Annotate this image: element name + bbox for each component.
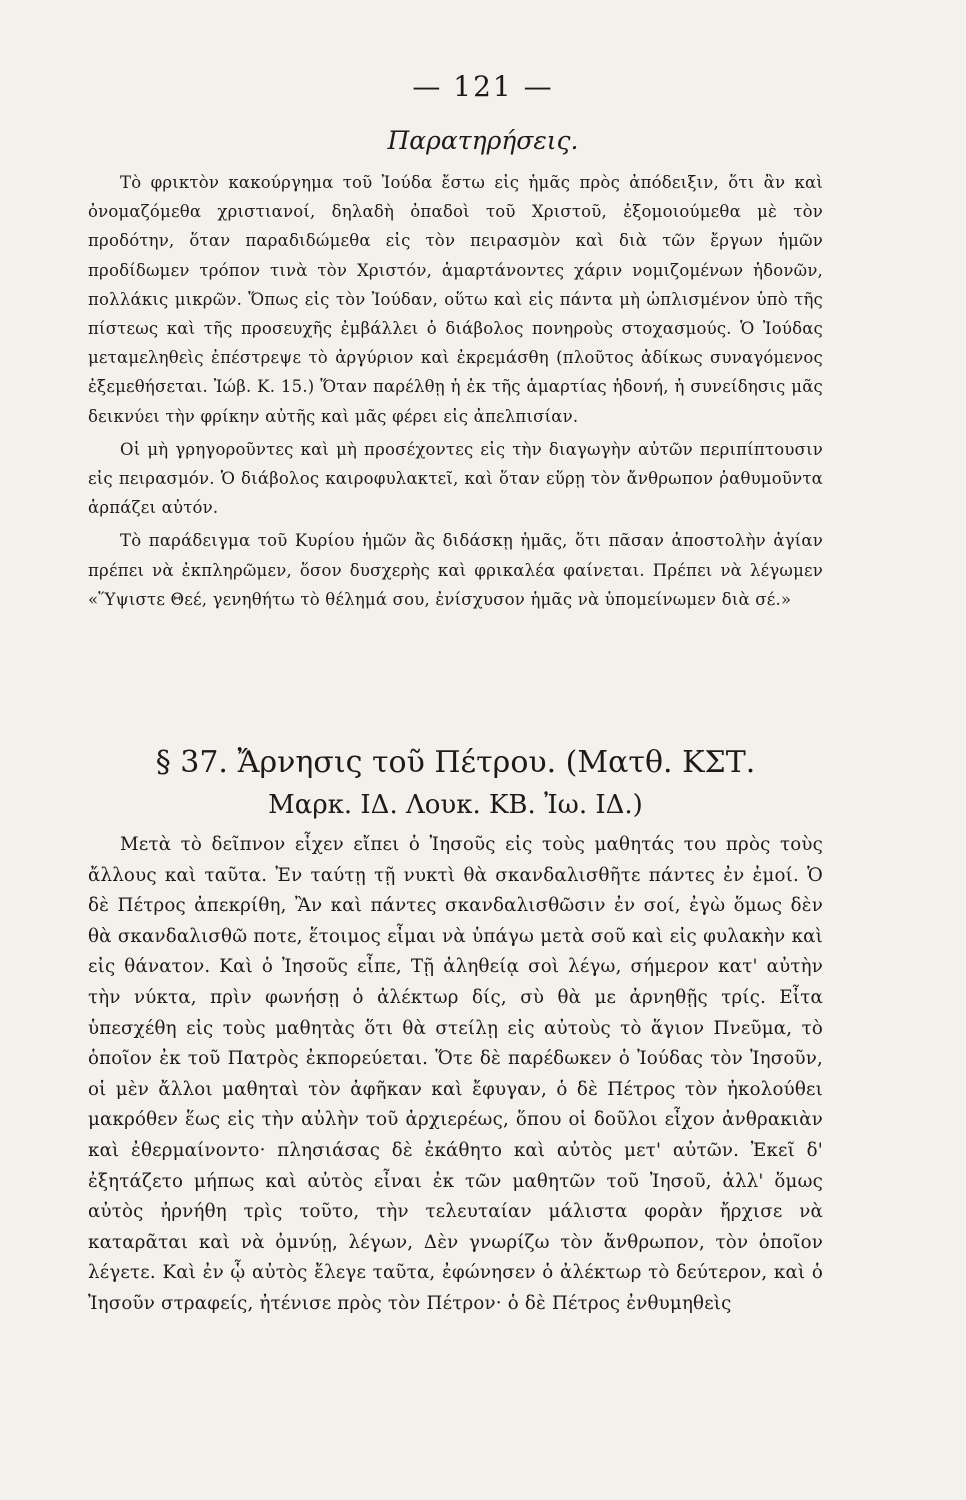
narrative-paragraph: Μετὰ τὸ δεῖπνον εἶχεν εἴπει ὁ Ἰησοῦς εἰς τοὺς μαθητάς του πρὸς τοὺς ἄλλους καὶ ταῦτα. Ἐν ταύτῃ τῇ νυκτὶ θὰ σκανδαλισθῆτε πάντες ἐν ἐμοί. Ὁ δὲ Πέτρος ἀπεκρίθη, Ἂν καὶ πάντες σκανδαλισθῶσιν ἐν σοί, ἐγὼ ὅμως δὲν θὰ σκανδαλισθῶ ποτε, ἕτοιμος εἶμαι νὰ ὑπάγω μετὰ σοῦ καὶ εἰς φυλακὴν καὶ εἰς θάνατον. Καὶ ὁ Ἰησοῦς εἶπε, Τῇ ἀληθείᾳ σοὶ λέγω, σήμερον κατ' αὐτὴν τὴν νύκτα, πρὶν φωνήσῃ ὁ ἀλέκτωρ δίς, σὺ θὰ με ἀρνηθῇς τρίς. Εἶτα ὑπεσχέθη εἰς τοὺς μαθητὰς ὅτι θὰ στείλῃ εἰς αὐτοὺς τὸ ἅγιον Πνεῦμα, τὸ ὁποῖον ἐκ τοῦ Πατρὸς ἐκπορεύεται. Ὅτε δὲ παρέδωκεν ὁ Ἰούδας τὸν Ἰησοῦν, οἱ μὲν ἄλλοι μαθηταὶ τὸν ἀφῆκαν καὶ ἔφυγαν, ὁ δὲ Πέτρος τὸν ἠκολούθει μακρόθεν ἕως εἰς τὴν αὐλὴν τοῦ ἀρχιερέως, ὅπου οἱ δοῦλοι εἶχον ἀνθρακιὰν καὶ ἐθερμαίνοντο· πλησιάσας δὲ ἐκάθητο καὶ αὐτὸς μετ' αὐτῶν. Ἐκεῖ δ' ἐξητάζετο μήπως καὶ αὐτὸς εἶναι ἐκ τῶν μαθητῶν τοῦ Ἰησοῦ, ἀλλ' ὅμως αὐτὸς ἠρνήθη τρὶς τοῦτο, τὴν τελευταίαν μάλιστα φορὰν ἤρχισε νὰ καταρᾶται καὶ νὰ ὀμνύῃ, λέγων, Δὲν γνωρίζω τὸν ἄνθρωπον, τὸν ὁποῖον λέγετε. Καὶ ἐν ᾧ αὐτὸς ἔλεγε ταῦτα, ἐφώνησεν ὁ ἀλέκτωρ τὸ δεύτερον, καὶ ὁ Ἰησοῦν στραφείς, ἠτένισε πρὸς τὸν Πέτρον· ὁ δὲ Πέτρος ἐνθυμηθεὶς [88,834,823,1314]
heading-line-1: § 37. Ἄρνησις τοῦ Πέτρου. (Ματθ. ΚΣΤ. [155,745,756,780]
observations-block [88,168,823,614]
section-title: Παρατηρήσεις. [387,126,579,155]
section-37-heading [88,742,823,826]
observation-paragraph-1: Τὸ φρικτὸν κακούργημα τοῦ Ἰούδα ἔστω εἰς ἡμᾶς πρὸς ἀπόδειξιν, ὅτι ἂν καὶ ὀνομαζόμεθα χριστιανοί, δηλαδὴ ὀπαδοὶ τοῦ Χριστοῦ, ἐξομοιούμεθα μὲ τὸν προδότην, ὅταν παραδιδώμεθα εἰς τὸν πειρασμὸν καὶ διὰ τῶν ἔργων ἡμῶν προδίδωμεν τρόπον τινὰ τὸν Χριστόν, ἁμαρτάνοντες χάριν νομιζομένων ἡδονῶν, πολλάκις μικρῶν. Ὅπως εἰς τὸν Ἰούδαν, οὕτω καὶ εἰς πάντα μὴ ὡπλισμένον ὑπὸ τῆς πίστεως καὶ τῆς προσευχῆς ἐμβάλλει ὁ διάβολος πονηροὺς στοχασμούς. Ὁ Ἰούδας μεταμεληθεὶς ἐπέστρεψε τὸ ἀργύριον καὶ ἐκρεμάσθη (πλοῦτος ἀδίκως συναγόμενος ἐξεμεθήσεται. Ἰώβ. Κ. 15.) Ὅταν παρέλθῃ ἡ ἐκ τῆς ἁμαρτίας ἡδονή, ἡ συνείδησις μᾶς δεικνύει τὴν φρίκην αὐτῆς καὶ μᾶς φέρει εἰς ἀπελπισίαν. [88,173,823,426]
observation-paragraph-2: Οἱ μὴ γρηγοροῦντες καὶ μὴ προσέχοντες εἰς τὴν διαγωγὴν αὐτῶν περιπίπτουσιν εἰς πειρασμόν. Ὁ διάβολος καιροφυλακτεῖ, καὶ ὅταν εὕρῃ τὸν ἄνθρωπον ῥαθυμοῦντα ἁρπάζει αὐτόν. [88,439,823,518]
heading-line-2: Μαρκ. ΙΔ. Λουκ. ΚΒ. Ἰω. ΙΔ.) [268,790,643,820]
observation-paragraph-3: Τὸ παράδειγμα τοῦ Κυρίου ἡμῶν ἂς διδάσκῃ ἡμᾶς, ὅτι πᾶσαν ἀποστολὴν ἁγίαν πρέπει νὰ ἐκπληρῶμεν, ὅσον δυσχερὴς καὶ φρικαλέα φαίνεται. Πρέπει νὰ λέγωμεν «Ὕψιστε Θεέ, γενηθήτω τὸ θέλημά σου, ἐνίσχυσον ἡμᾶς νὰ ὑπομείνωμεν διὰ σέ.» [88,531,823,609]
page-number: — 121 — [412,70,554,103]
section-37-body [88,830,823,1320]
